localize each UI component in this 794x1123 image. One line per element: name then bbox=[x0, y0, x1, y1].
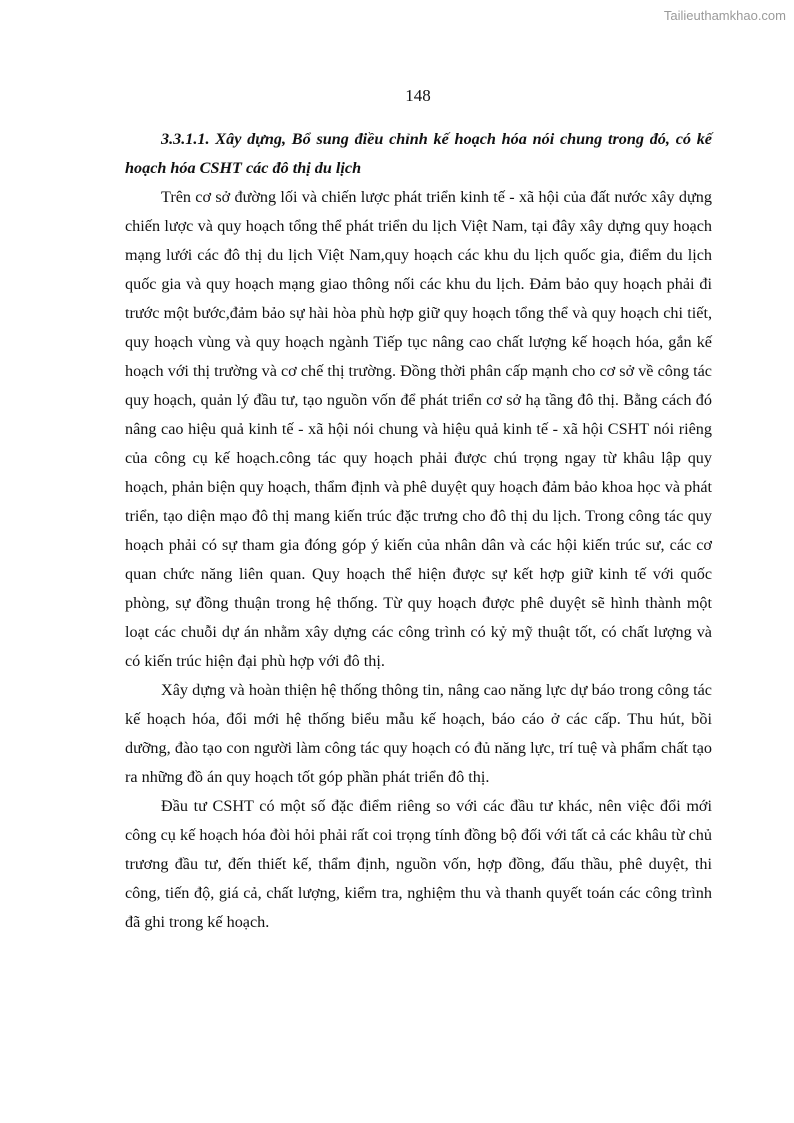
document-body bbox=[125, 125, 712, 937]
paragraph: Trên cơ sở đường lối và chiến lược phát triển kinh tế - xã hội của đất nước xây dựng chiến lược và quy hoạch tổng thể phát triển du lịch Việt Nam, tại đây xây dựng quy hoạch mạng lưới các đô thị du lịch Việt Nam,quy hoạch các khu du lịch quốc gia, điểm du lịch quốc gia và quy hoạch mạng giao thông nối các khu du lịch. Đảm bảo quy hoạch phải đi trước một bước,đảm bảo sự hài hòa phù hợp giữ quy hoạch tổng thể và quy hoạch chi tiết, quy hoạch vùng và quy hoạch ngành Tiếp tục nâng cao chất lượng kế hoạch hóa, gắn kế hoạch với thị trường và cơ chế thị trường. Đồng thời phân cấp mạnh cho cơ sở về công tác quy hoạch, quản lý đầu tư, tạo nguồn vốn để phát triển cơ sở hạ tầng đô thị. Bằng cách đó nâng cao hiệu quả kinh tế - xã hội nói chung và hiệu quả kinh tế - xã hội CSHT nói riêng của công cụ kế hoạch.công tác quy hoạch phải được chú trọng ngay từ khâu lập quy hoạch, phản biện quy hoạch, thẩm định và phê duyệt quy hoạch đảm bảo khoa học và phát triển, tạo diện mạo đô thị mang kiến trúc đặc trưng cho đô thị du lịch. Trong công tác quy hoạch phải có sự tham gia đóng góp ý kiến của nhân dân và các hội kiến trúc sư, các cơ quan chức năng liên quan. Quy hoạch thể hiện được sự kết hợp giữ kinh tế với quốc phòng, sự đồng thuận trong hệ thống. Từ quy hoạch được phê duyệt sẽ hình thành một loạt các chuỗi dự án nhằm xây dựng các công trình có kỷ mỹ thuật tốt, có chất lượng và có kiến trúc hiện đại phù hợp với đô thị. bbox=[125, 188, 712, 670]
page-number: 148 bbox=[405, 86, 431, 105]
paragraph: Xây dựng và hoàn thiện hệ thống thông tin, nâng cao năng lực dự báo trong công tác kế hoạch hóa, đổi mới hệ thống biểu mẫu kế hoạch, báo cáo ở các cấp. Thu hút, bồi dưỡng, đào tạo con người làm công tác quy hoạch có đủ năng lực, trí tuệ và phẩm chất tạo ra những đồ án quy hoạch tốt góp phần phát triển đô thị. bbox=[125, 681, 712, 786]
watermark-text: Tailieuthamkhao.com bbox=[663, 8, 786, 23]
paragraph: Đầu tư CSHT có một số đặc điểm riêng so với các đầu tư khác, nên việc đổi mới công cụ kế hoạch hóa đòi hỏi phải rất coi trọng tính đồng bộ đối với tất cả các khâu từ chủ trương đầu tư, đến thiết kế, thẩm định, nguồn vốn, hợp đồng, đấu thầu, phê duyệt, thi công, tiến độ, giá cả, chất lượng, kiểm tra, nghiệm thu và thanh quyết toán các công trình đã ghi trong kế hoạch. bbox=[125, 797, 712, 931]
section-heading: 3.3.1.1. Xây dựng, Bổ sung điều chỉnh kế hoạch hóa nói chung trong đó, có kế hoạch hóa CSHT các đô thị du lịch bbox=[125, 130, 712, 177]
